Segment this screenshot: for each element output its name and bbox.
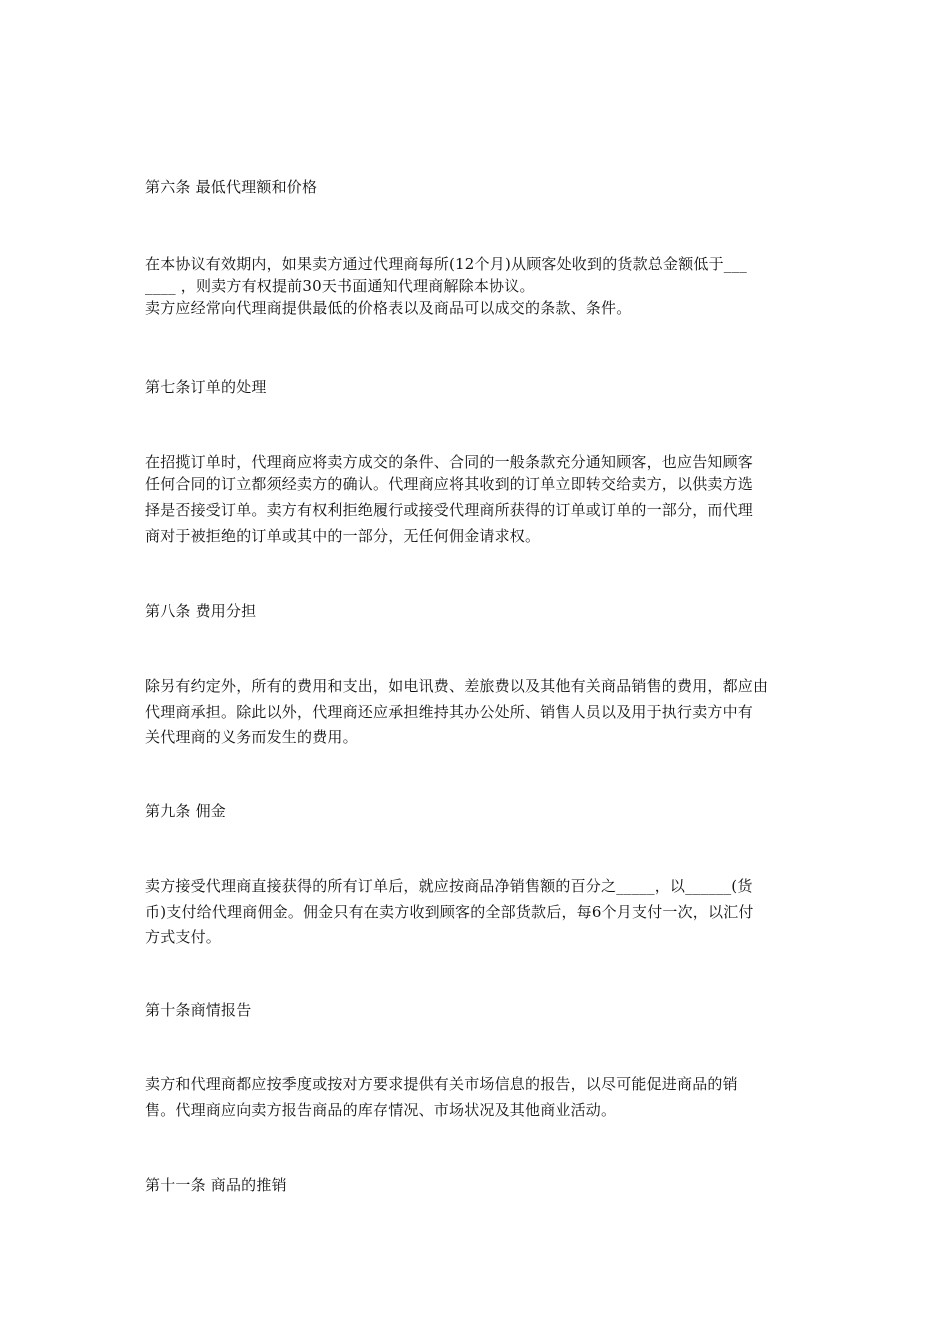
article-6-heading: 第六条 最低代理额和价格: [145, 178, 318, 196]
article-6-body-line-2: ____ ，则卖方有权提前30天书面通知代理商解除本协议。: [145, 277, 535, 295]
article-9-body-line-2: 币)支付给代理商佣金。佣金只有在卖方收到顾客的全部货款后，每6个月支付一次，以汇付: [145, 903, 754, 921]
article-7-body-line-3: 择是否接受订单。卖方有权利拒绝履行或接受代理商所获得的订单或订单的一部分，而代理: [145, 501, 754, 519]
article-7-body-line-4: 商对于被拒绝的订单或其中的一部分，无任何佣金请求权。: [145, 527, 541, 545]
article-7-body-line-1: 在招揽订单时，代理商应将卖方成交的条件、合同的一般条款充分通知顾客，也应告知顾客: [145, 453, 754, 471]
article-8-body-line-1: 除另有约定外，所有的费用和支出，如电讯费、差旅费以及其他有关商品销售的费用，都应由: [145, 677, 769, 695]
article-7-heading: 第七条订单的处理: [145, 378, 267, 396]
article-6-body-line-1: 在本协议有效期内，如果卖方通过代理商每所(12个月)从顾客处收到的货款总金额低于___: [145, 255, 747, 273]
article-9-body-line-1: 卖方接受代理商直接获得的所有订单后，就应按商品净销售额的百分之_____，以______(货: [145, 877, 753, 895]
article-10-body-line-1: 卖方和代理商都应按季度或按对方要求提供有关市场信息的报告，以尽可能促进商品的销: [145, 1075, 738, 1093]
article-8-heading: 第八条 费用分担: [145, 602, 257, 620]
article-10-heading: 第十条商情报告: [145, 1001, 252, 1019]
article-8-body-line-2: 代理商承担。除此以外，代理商还应承担维持其办公处所、销售人员以及用于执行卖方中有: [145, 703, 754, 721]
article-10-body-line-2: 售。代理商应向卖方报告商品的库存情况、市场状况及其他商业活动。: [145, 1101, 617, 1119]
article-9-body-line-3: 方式支付。: [145, 928, 222, 946]
article-7-body-line-2: 任何合同的订立都须经卖方的确认。代理商应将其收到的订单立即转交给卖方，以供卖方选: [145, 475, 754, 493]
article-8-body-line-3: 关代理商的义务而发生的费用。: [145, 728, 358, 746]
article-11-heading: 第十一条 商品的推销: [145, 1176, 287, 1194]
article-6-body-line-3: 卖方应经常向代理商提供最低的价格表以及商品可以成交的条款、条件。: [145, 299, 632, 317]
article-9-heading: 第九条 佣金: [145, 802, 226, 820]
